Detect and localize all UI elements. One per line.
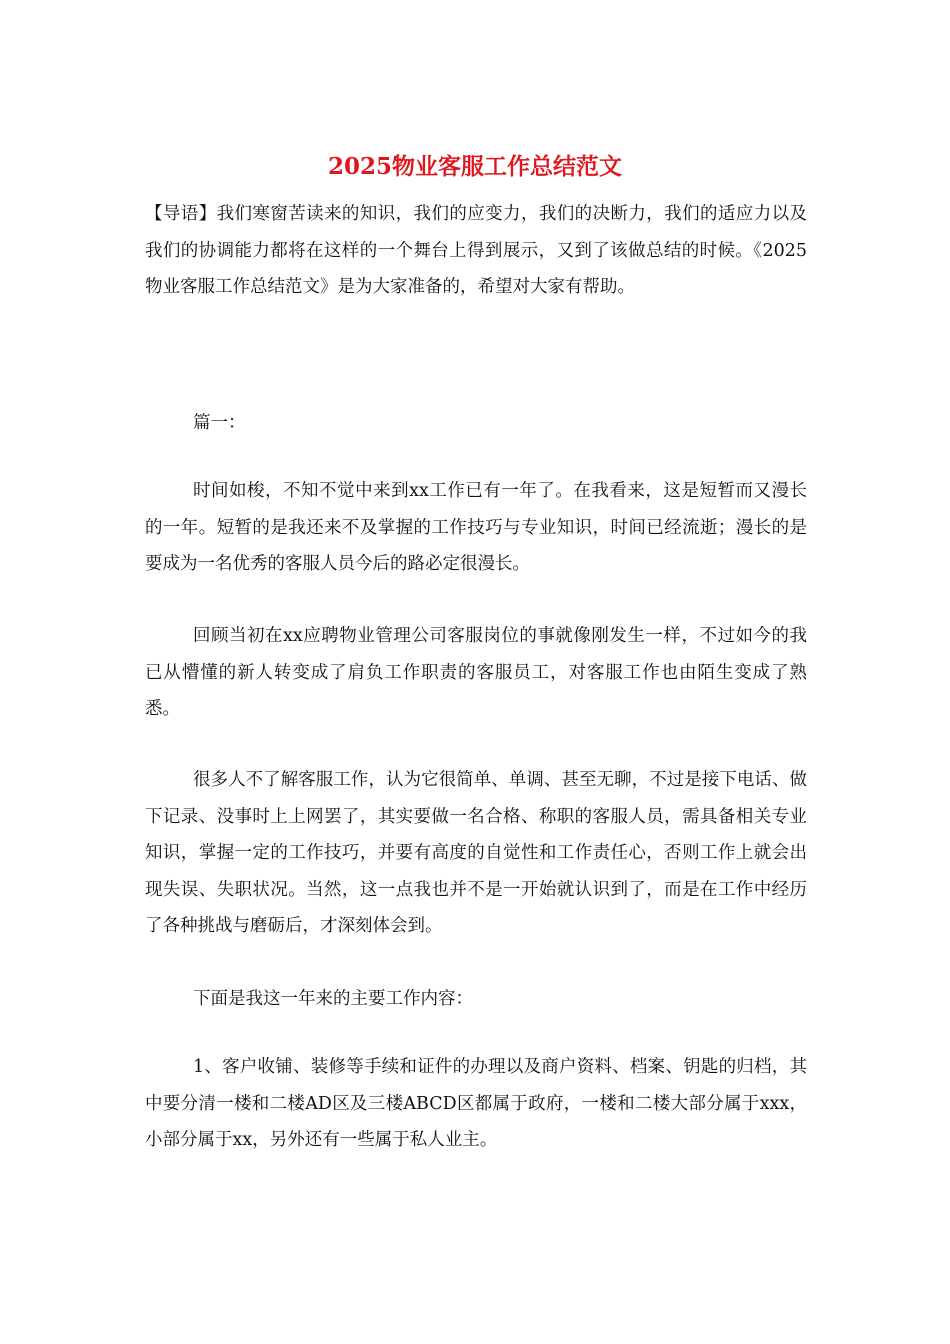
body-paragraph-5: 1、客户收铺、装修等手续和证件的办理以及商户资料、档案、钥匙的归档，其中要分清一楼和二楼AD区及三楼ABCD区都属于政府，一楼和二楼大部分属于xxx，小部分属于xx，另外还有一些属于私人业主。: [145, 1057, 807, 1150]
body-paragraph-1: 时间如梭，不知不觉中来到xx工作已有一年了。在我看来，这是短暂而又漫长的一年。短暂的是我还来不及掌握的工作技巧与专业知识，时间已经流逝；漫长的是要成为一名优秀的客服人员今后的路必定很漫长。: [145, 481, 807, 574]
body-paragraph-2: 回顾当初在xx应聘物业管理公司客服岗位的事就像刚发生一样，不过如今的我已从懵懂的新人转变成了肩负工作职责的客服员工，对客服工作也由陌生变成了熟悉。: [145, 626, 807, 719]
body-paragraph-3: 很多人不了解客服工作，认为它很简单、单调、甚至无聊，不过是接下电话、做下记录、没事时上上网罢了，其实要做一名合格、称职的客服人员，需具备相关专业知识，掌握一定的工作技巧，并要有高度的自觉性和工作责任心，否则工作上就会出现失误、失职状况。当然，这一点我也并不是一开始就认识到了，而是在工作中经历了各种挑战与磨砺后，才深刻体会到。: [145, 770, 807, 936]
document-title: 2025物业客服工作总结范文: [327, 153, 622, 180]
intro-paragraph: 【导语】我们寒窗苦读来的知识，我们的应变力，我们的决断力，我们的适应力以及我们的协调能力都将在这样的一个舞台上得到展示，又到了该做总结的时候。《2025物业客服工作总结范文》是为大家准备的，希望对大家有帮助。: [145, 204, 807, 297]
section-heading: 篇一：: [193, 413, 246, 433]
body-paragraph-4: 下面是我这一年来的主要工作内容：: [193, 989, 473, 1009]
